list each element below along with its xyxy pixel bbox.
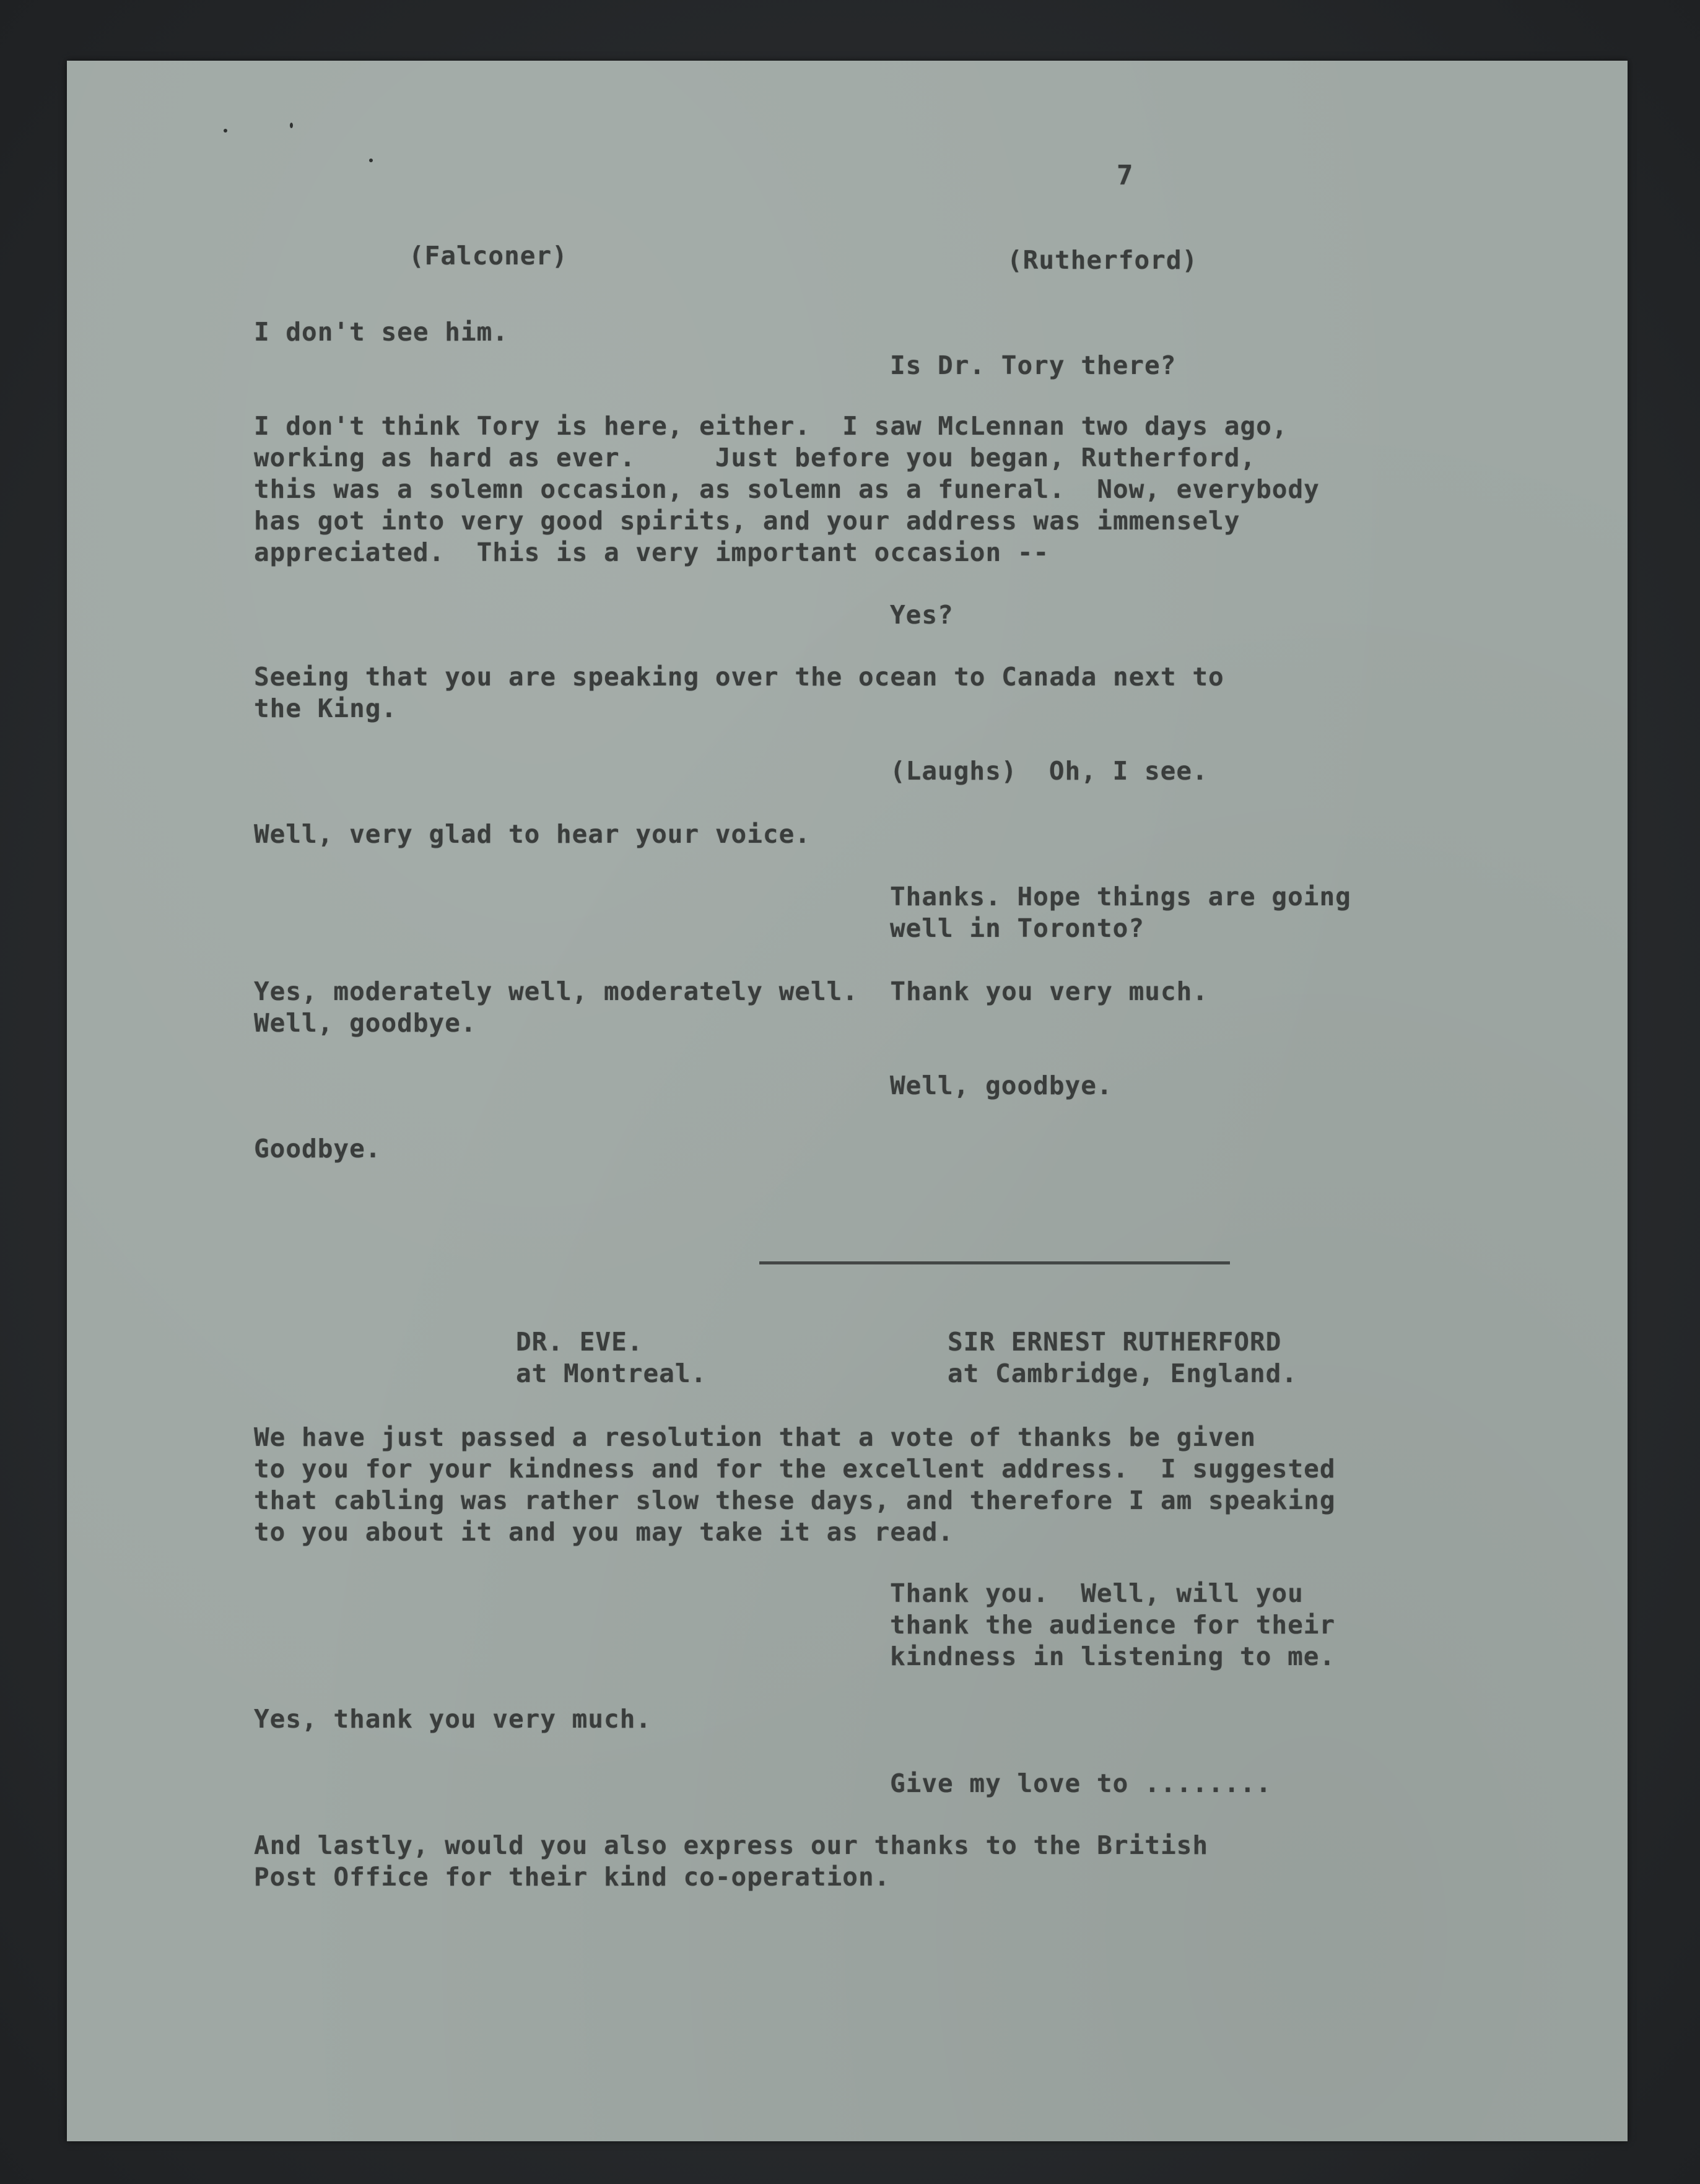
typed-page	[67, 61, 1628, 2141]
dialogue-falconer-2: I don't think Tory is here, either. I saw McLennan two days ago, working as hard as ever. Just before you began, Rutherford, this was a solemn occasion, as solemn as a funeral. Now, everybody has got into very good spirits, and your address was immensely appreciated. This is a very important occasion --	[254, 411, 1320, 567]
speaker-name-rutherford: SIR ERNEST RUTHERFORD	[948, 1327, 1282, 1357]
dialogue-rutherford-2: Yes?	[890, 600, 954, 630]
dialogue-rutherford-5: Well, goodbye.	[890, 1071, 1113, 1100]
dialogue-rutherford-3: (Laughs) Oh, I see.	[890, 756, 1208, 786]
header-right-speaker: (Rutherford)	[1007, 245, 1198, 275]
dialogue-rutherford-7: Give my love to ........	[890, 1769, 1272, 1798]
dialogue-eve-1: We have just passed a resolution that a vote of thanks be given to you for your kindness and for the excellent address. I suggested that cabling was rather slow these days, and therefore I am speaking to you about it and you may take it as read.	[254, 1422, 1336, 1547]
page-number: 7	[1117, 160, 1134, 191]
dialogue-falconer-3: Seeing that you are speaking over the ocean to Canada next to the King.	[254, 662, 1224, 723]
second-header-left	[516, 1326, 707, 1390]
paper-speck	[369, 159, 373, 162]
dialogue-rutherford-1: Is Dr. Tory there?	[890, 350, 1177, 380]
speaker-location-cambridge: at Cambridge, England.	[948, 1359, 1298, 1388]
dialogue-rutherford-4: Thanks. Hope things are going well in Toronto?	[890, 882, 1351, 943]
paper-speck	[224, 129, 227, 133]
speaker-location-montreal: at Montreal.	[516, 1359, 707, 1388]
speaker-name-eve: DR. EVE.	[516, 1327, 643, 1357]
dialogue-falconer-6: Goodbye.	[254, 1134, 381, 1164]
dialogue-eve-2: Yes, thank you very much.	[254, 1704, 652, 1734]
section-divider	[759, 1261, 1230, 1264]
second-header-right	[948, 1326, 1297, 1390]
header-left-speaker: (Falconer)	[409, 241, 568, 271]
dialogue-falconer-1: I don't see him.	[254, 317, 508, 347]
dialogue-falconer-4: Well, very glad to hear your voice.	[254, 819, 811, 849]
paper-speck	[290, 123, 293, 128]
dialogue-falconer-5: Yes, moderately well, moderately well. Thank you very much. Well, goodbye.	[254, 977, 1209, 1038]
dialogue-rutherford-6: Thank you. Well, will you thank the audience for their kindness in listening to me.	[890, 1578, 1336, 1671]
dialogue-eve-3: And lastly, would you also express our thanks to the British Post Office for their kind co-operation.	[254, 1830, 1209, 1892]
